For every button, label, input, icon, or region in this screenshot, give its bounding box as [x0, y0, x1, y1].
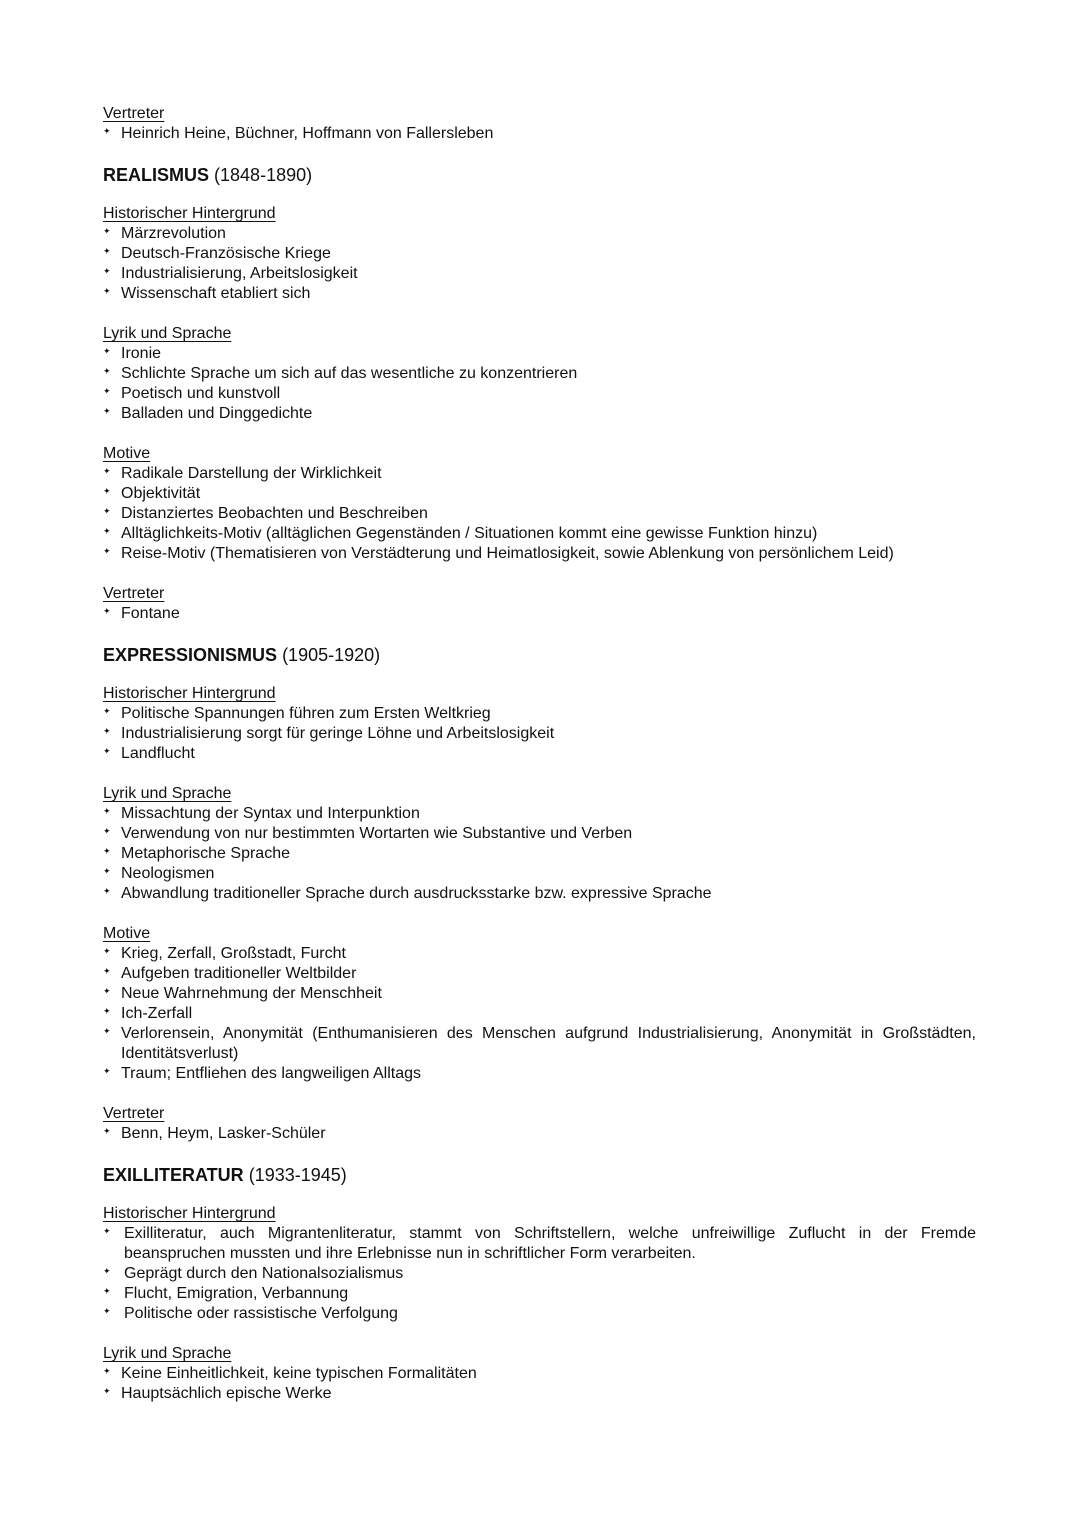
- realismus-motive-subheading: Motive: [103, 445, 151, 462]
- list-item: ✦ Aufgeben traditioneller Weltbilder: [103, 964, 976, 984]
- realismus-lyrik-list: [103, 344, 976, 424]
- list-item: ✦ Industrialisierung, Arbeitslosigkeit: [103, 264, 976, 284]
- section-years: (1933-1945): [248, 1165, 347, 1185]
- expressionismus-hintergrund-list: [103, 704, 976, 764]
- list-item: ✦ Fontane: [103, 604, 976, 624]
- list-item: ✦ Ironie: [103, 344, 976, 364]
- section-years: (1848-1890): [214, 165, 313, 185]
- list-item: ✦ Metaphorische Sprache: [103, 844, 976, 864]
- realismus-hintergrund-subheading: Historischer Hintergrund: [103, 205, 276, 222]
- list-item: ✦ Verlorensein, Anonymität (Enthumanisieren des Menschen aufgrund Industrialisierung, Anonymität in Großstädten, Identitätsverlust): [103, 1024, 976, 1064]
- exilliteratur-hintergrund-list: [103, 1224, 976, 1324]
- list-item: ✦ Ich-Zerfall: [103, 1004, 976, 1024]
- section-title: EXILLITERATUR: [103, 1165, 244, 1185]
- list-item: ✦ Poetisch und kunstvoll: [103, 384, 976, 404]
- list-item: ✦ Politische Spannungen führen zum Ersten Weltkrieg: [103, 704, 976, 724]
- list-item: ✦ Heinrich Heine, Büchner, Hoffmann von Fallersleben: [103, 124, 976, 144]
- list-item: ✦ Wissenschaft etabliert sich: [103, 284, 976, 304]
- list-item: ✦ Märzrevolution: [103, 224, 976, 244]
- list-item: ✦ Missachtung der Syntax und Interpunktion: [103, 804, 976, 824]
- exilliteratur-lyrik-list: [103, 1364, 976, 1404]
- section-title: EXPRESSIONISMUS: [103, 645, 278, 665]
- exilliteratur-lyrik-subheading: Lyrik und Sprache: [103, 1345, 232, 1362]
- list-item: ✦ Abwandlung traditioneller Sprache durch ausdrucksstarke bzw. expressive Sprache: [103, 884, 976, 904]
- expressionismus-heading: [103, 644, 976, 666]
- realismus-heading: [103, 164, 976, 186]
- realismus-vertreter-list: [103, 604, 976, 624]
- list-item: ✦ Politische oder rassistische Verfolgung: [103, 1304, 976, 1324]
- list-item: ✦ Neologismen: [103, 864, 976, 884]
- list-item: ✦ Radikale Darstellung der Wirklichkeit: [103, 464, 976, 484]
- expressionismus-motive-list: [103, 944, 976, 1084]
- exilliteratur-hintergrund-subheading: Historischer Hintergrund: [103, 1205, 276, 1222]
- list-item: ✦ Exilliteratur, auch Migrantenliteratur, stammt von Schriftstellern, welche unfreiwillige Zuflucht in der Fremde beanspruchen mussten und ihre Erlebnisse nun in schriftlicher Form verarbeiten.: [103, 1224, 976, 1264]
- list-item: ✦ Reise-Motiv (Thematisieren von Verstädterung und Heimatlosigkeit, sowie Ablenkung von persönlichem Leid): [103, 544, 976, 564]
- list-item: ✦ Alltäglichkeits-Motiv (alltäglichen Gegenständen / Situationen kommt eine gewisse Funktion hinzu): [103, 524, 976, 544]
- list-item: ✦ Verwendung von nur bestimmten Wortarten wie Substantive und Verben: [103, 824, 976, 844]
- list-item: ✦ Neue Wahrnehmung der Menschheit: [103, 984, 976, 1004]
- list-item: ✦ Geprägt durch den Nationalsozialismus: [103, 1264, 976, 1284]
- exilliteratur-heading: [103, 1164, 976, 1186]
- expressionismus-vertreter-list: [103, 1124, 976, 1144]
- list-item: ✦ Schlichte Sprache um sich auf das wesentliche zu konzentrieren: [103, 364, 976, 384]
- intro-vertreter-list: [103, 124, 976, 144]
- list-item: ✦ Landflucht: [103, 744, 976, 764]
- expressionismus-vertreter-subheading: Vertreter: [103, 1105, 165, 1122]
- realismus-lyrik-subheading: Lyrik und Sprache: [103, 325, 232, 342]
- list-item: ✦ Balladen und Dinggedichte: [103, 404, 976, 424]
- realismus-hintergrund-list: [103, 224, 976, 304]
- section-years: (1905-1920): [282, 645, 381, 665]
- list-item: ✦ Deutsch-Französische Kriege: [103, 244, 976, 264]
- list-item: ✦ Benn, Heym, Lasker-Schüler: [103, 1124, 976, 1144]
- intro-vertreter-subheading: Vertreter: [103, 105, 165, 122]
- expressionismus-lyrik-subheading: Lyrik und Sprache: [103, 785, 232, 802]
- list-item: ✦ Krieg, Zerfall, Großstadt, Furcht: [103, 944, 976, 964]
- list-item: ✦ Flucht, Emigration, Verbannung: [103, 1284, 976, 1304]
- section-title: REALISMUS: [103, 165, 210, 185]
- list-item: ✦ Industrialisierung sorgt für geringe Löhne und Arbeitslosigkeit: [103, 724, 976, 744]
- list-item: ✦ Traum; Entfliehen des langweiligen Alltags: [103, 1064, 976, 1084]
- realismus-motive-list: [103, 464, 976, 564]
- expressionismus-motive-subheading: Motive: [103, 925, 151, 942]
- expressionismus-lyrik-list: [103, 804, 976, 904]
- list-item: ✦ Objektivität: [103, 484, 976, 504]
- list-item: ✦ Keine Einheitlichkeit, keine typischen Formalitäten: [103, 1364, 976, 1384]
- expressionismus-hintergrund-subheading: Historischer Hintergrund: [103, 685, 276, 702]
- list-item: ✦ Distanziertes Beobachten und Beschreiben: [103, 504, 976, 524]
- list-item: ✦ Hauptsächlich epische Werke: [103, 1384, 976, 1404]
- realismus-vertreter-subheading: Vertreter: [103, 585, 165, 602]
